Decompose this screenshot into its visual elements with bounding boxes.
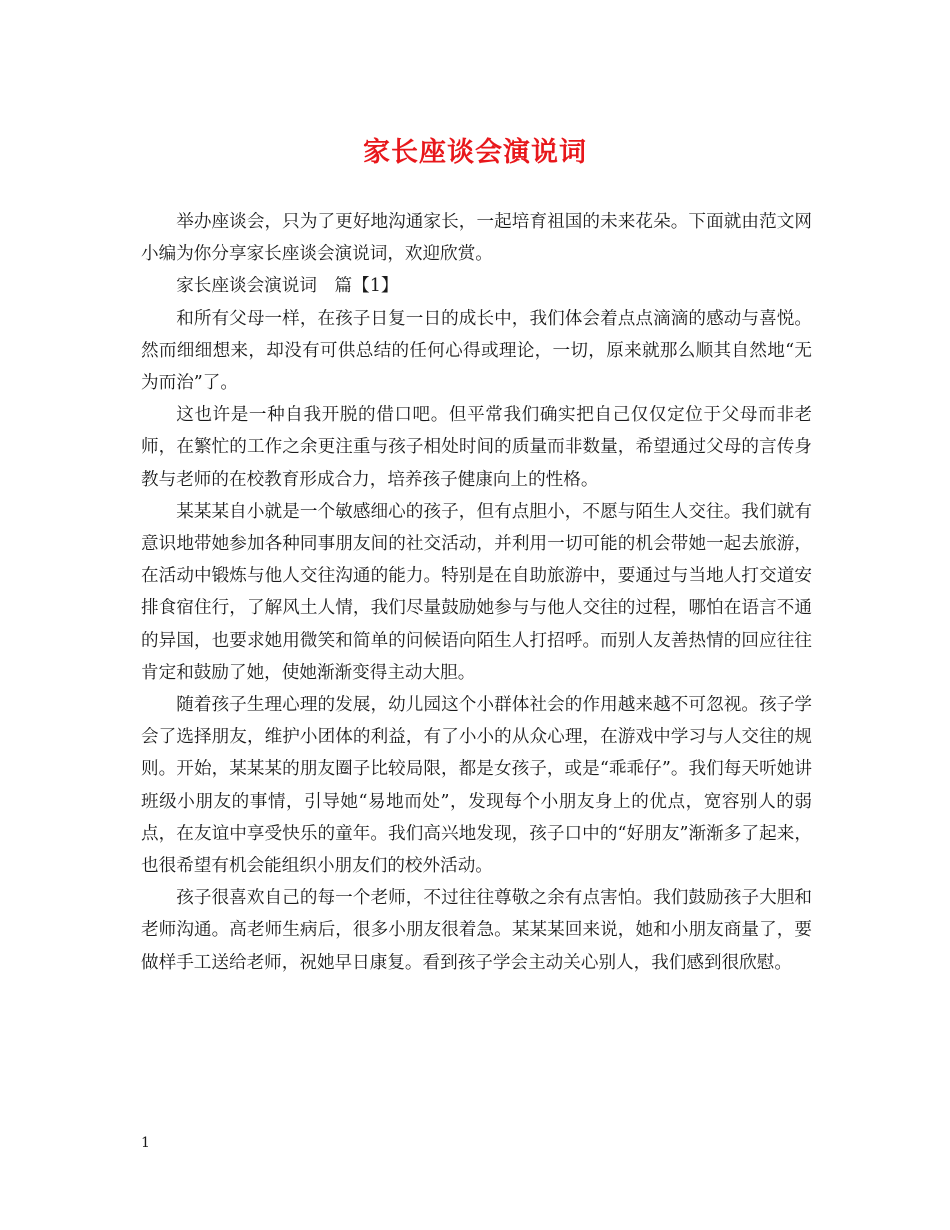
paragraph: 随着孩子生理心理的发展，幼儿园这个小群体社会的作用越来越不可忽视。孩子学会了选择朋友，维护小团体的利益，有了小小的从众心理，在游戏中学习与人交往的规则。开始，某某某的朋友圈子比较局限，都是女孩子，或是“乖乖仔”。我们每天听她讲班级小朋友的事情，引导她“易地而处”，发现每个小朋友身上的优点，宽容别人的弱点，在友谊中享受快乐的童年。我们高兴地发现，孩子口中的“好朋友”渐渐多了起来，也很希望有机会能组织小朋友们的校外活动。 (141, 695, 812, 877)
document-body (141, 206, 812, 979)
section-heading: 家长座谈会演说词 篇【1】 (176, 276, 399, 297)
paragraph: 这也许是一种自我开脱的借口吧。但平常我们确实把自己仅仅定位于父母而非老师，在繁忙的工作之余更注重与孩子相处时间的质量而非数量，希望通过父母的言传身教与老师的在校教育形成合力，培养孩子健康向上的性格。 (141, 405, 812, 490)
paragraph: 孩子很喜欢自己的每一个老师，不过往往尊敬之余有点害怕。我们鼓励孩子大胆和老师沟通。高老师生病后，很多小朋友很着急。某某某回来说，她和小朋友商量了，要做样手工送给老师，祝她早日康复。看到孩子学会主动关心别人，我们感到很欣慰。 (141, 888, 812, 973)
page-number: 1 (141, 1135, 150, 1151)
paragraph: 某某某自小就是一个敏感细心的孩子，但有点胆小，不愿与陌生人交往。我们就有意识地带她参加各种同事朋友间的社交活动，并利用一切可能的机会带她一起去旅游，在活动中锻炼与他人交往沟通的能力。特别是在自助旅游中，要通过与当地人打交道安排食宿住行，了解风土人情，我们尽量鼓励她参与与他人交往的过程，哪怕在语言不通的异国，也要求她用微笑和简单的问候语向陌生人打招呼。而别人友善热情的回应往往肯定和鼓励了她，使她渐渐变得主动大胆。 (141, 501, 812, 683)
document-title: 家长座谈会演说词 (363, 137, 587, 168)
paragraph: 和所有父母一样，在孩子日复一日的成长中，我们体会着点点滴滴的感动与喜悦。然而细细想来，却没有可供总结的任何心得或理论，一切，原来就那么顺其自然地“无为而治”了。 (141, 308, 812, 394)
paragraph-intro: 举办座谈会，只为了更好地沟通家长，一起培育祖国的未来花朵。下面就由范文网小编为你分享家长座谈会演说词，欢迎欣赏。 (141, 212, 812, 265)
